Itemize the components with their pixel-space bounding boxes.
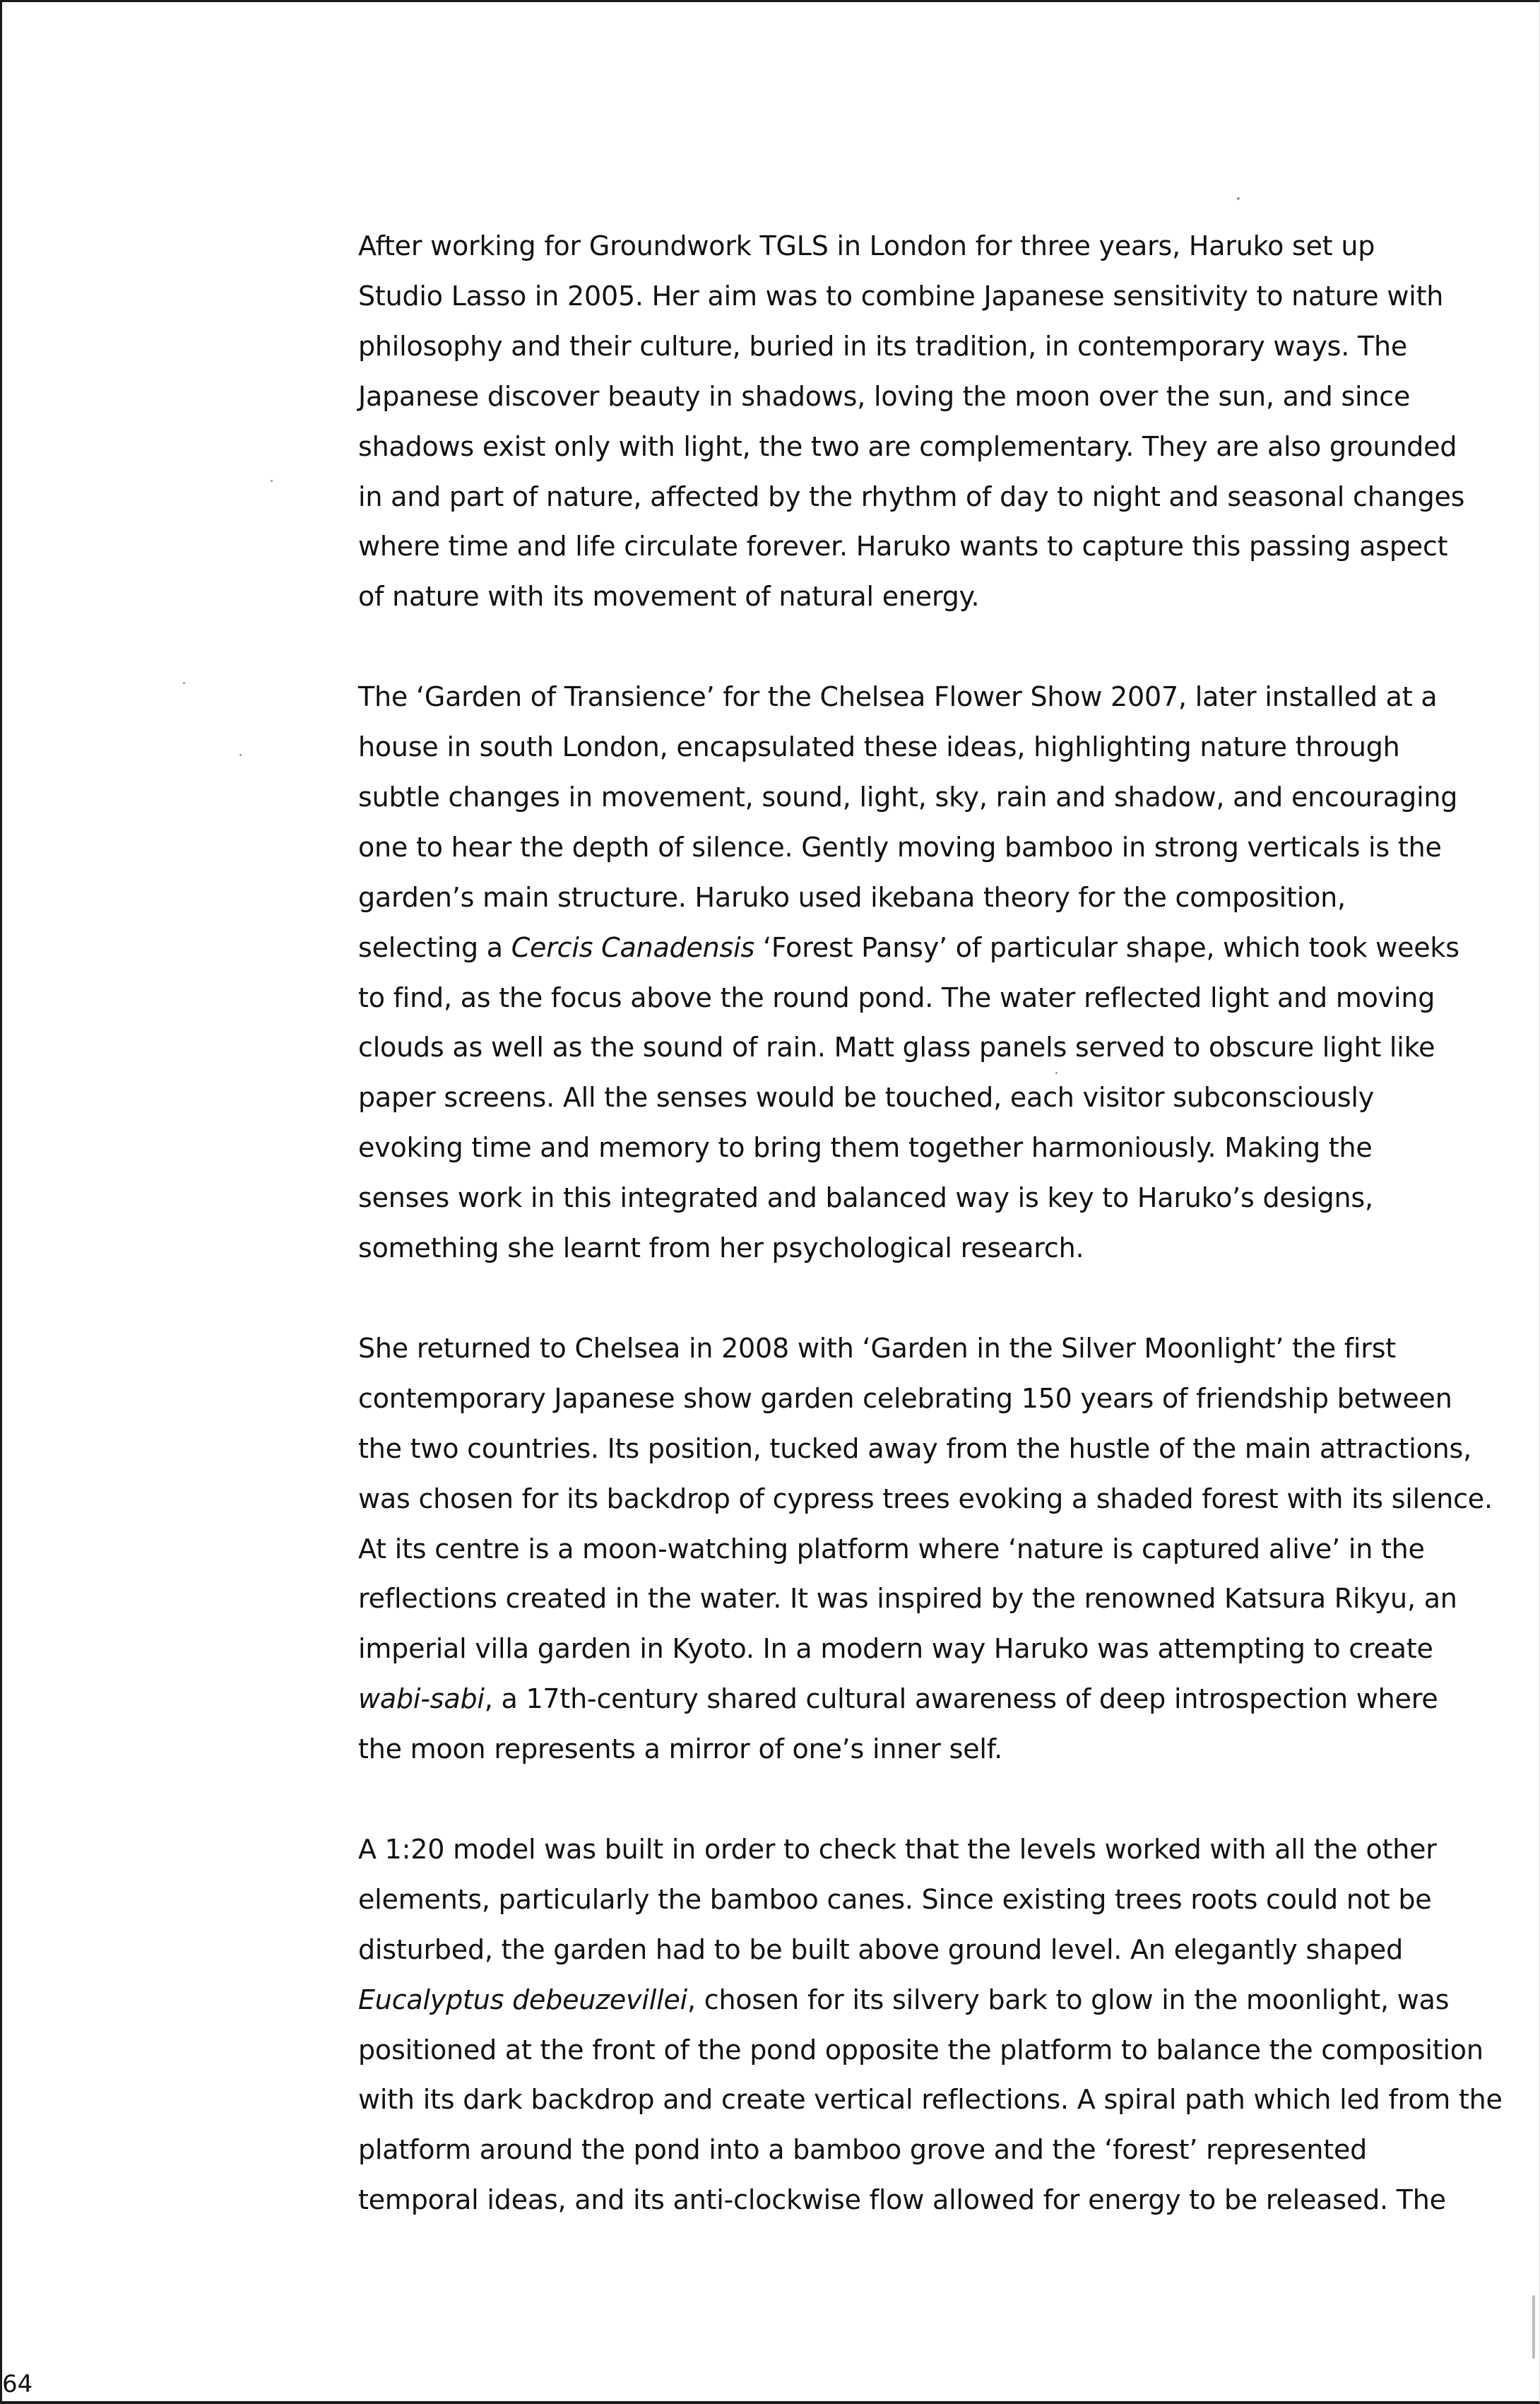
text-line xyxy=(358,1524,1432,1574)
text-line xyxy=(358,1023,1435,1073)
text-line xyxy=(358,873,1432,923)
text-segment: contemporary Japanese show garden celebrating 150 years of friendship between xyxy=(358,1382,1452,1414)
text-line xyxy=(358,522,1448,572)
text-line xyxy=(358,372,1432,422)
text-line xyxy=(358,672,1438,722)
text-line xyxy=(358,2075,1503,2125)
text-segment: imperial villa garden in Kyoto. In a modern way Haruko was attempting to create xyxy=(358,1633,1433,1665)
text-segment: , chosen for its silvery bark to glow in the moonlight, was xyxy=(687,1984,1450,2015)
text-line xyxy=(358,271,1444,322)
text-segment: of nature with its movement of natural energy. xyxy=(358,581,980,613)
text-segment: Studio Lasso in 2005. Her aim was to combine Japanese sensitivity to nature with xyxy=(358,280,1444,312)
page-number: 64 xyxy=(2,2370,33,2398)
text-segment: reflections created in the water. It was inspired by the renowned Katsura Rikyu, an xyxy=(358,1583,1457,1615)
text-segment: She returned to Chelsea in 2008 with ‘Garden in the Silver Moonlight’ the first xyxy=(358,1332,1397,1364)
italic-text: wabi-sabi xyxy=(358,1683,485,1715)
text-segment: elements, particularly the bamboo canes. Since existing trees roots could not be xyxy=(358,1883,1432,1915)
text-segment: with its dark backdrop and create vertical reflections. A spiral path which led from the xyxy=(358,2084,1503,2116)
text-line xyxy=(358,1674,1438,1724)
scan-edge-mark xyxy=(1532,2295,1535,2359)
text-line xyxy=(358,722,1432,772)
text-line xyxy=(358,772,1458,823)
text-line xyxy=(358,923,1459,973)
text-line xyxy=(358,1724,1432,1774)
scan-speck xyxy=(183,682,185,684)
text-line xyxy=(358,1223,1432,1273)
text-segment: After working for Groundwork TGLS in London for three years, Haruko set up xyxy=(358,230,1375,261)
body-text xyxy=(358,221,1503,2275)
text-segment: where time and life circulate forever. Haruko wants to capture this passing aspect xyxy=(358,531,1448,562)
scan-speck xyxy=(271,480,273,482)
text-segment: At its centre is a moon-watching platform where ‘nature is captured alive’ in the xyxy=(358,1533,1425,1565)
text-segment: platform around the pond into a bamboo grove and the ‘forest’ represented xyxy=(358,2134,1368,2166)
text-line xyxy=(358,1875,1432,1925)
text-segment: garden’s main structure. Haruko used ikebana theory for the composition, xyxy=(358,881,1346,913)
text-segment: senses work in this integrated and balanced way is key to Haruko’s designs, xyxy=(358,1182,1373,1214)
text-segment: evoking time and memory to bring them together harmoniously. Making the xyxy=(358,1132,1373,1164)
text-segment: one to hear the depth of silence. Gently moving bamboo in strong verticals is the xyxy=(358,831,1442,863)
scan-speck xyxy=(1055,1072,1058,1074)
text-line xyxy=(358,823,1442,873)
text-line xyxy=(358,1574,1457,1624)
text-segment: clouds as well as the sound of rain. Matt glass panels served to obscure light like xyxy=(358,1032,1435,1063)
text-segment: temporal ideas, and its anti-clockwise flow allowed for energy to be released. The xyxy=(358,2184,1446,2216)
text-segment: philosophy and their culture, buried in its tradition, in contemporary ways. The xyxy=(358,330,1408,362)
text-line xyxy=(358,1173,1432,1223)
text-line xyxy=(358,973,1435,1023)
text-line xyxy=(358,1424,1472,1474)
text-line xyxy=(358,2175,1446,2225)
text-segment: , a 17th-century shared cultural awareness of deep introspection where xyxy=(484,1683,1438,1715)
paragraph xyxy=(358,221,1465,622)
text-line xyxy=(358,572,1432,622)
text-segment: Japanese discover beauty in shadows, loving the moon over the sun, and since xyxy=(358,380,1411,412)
text-line xyxy=(358,221,1432,271)
text-segment: was chosen for its backdrop of cypress trees evoking a shaded forest with its silence. xyxy=(358,1483,1493,1514)
text-line xyxy=(358,1324,1432,1374)
scan-speck xyxy=(1237,197,1240,200)
text-line xyxy=(358,1624,1432,1674)
text-line xyxy=(358,422,1457,472)
text-segment: the two countries. Its position, tucked away from the hustle of the main attractions, xyxy=(358,1432,1472,1464)
text-line xyxy=(358,1975,1450,2025)
scan-speck xyxy=(239,754,242,756)
italic-text: Cercis Canadensis xyxy=(511,931,755,963)
text-segment: subtle changes in movement, sound, light, sky, rain and shadow, and encouraging xyxy=(358,781,1458,813)
text-line xyxy=(358,1123,1432,1173)
text-segment: something she learnt from her psychological research. xyxy=(358,1232,1084,1264)
paragraph xyxy=(358,1324,1493,1774)
text-segment: paper screens. All the senses would be touched, each visitor subconsciously xyxy=(358,1082,1375,1114)
text-line xyxy=(358,1925,1432,1975)
text-segment: shadows exist only with light, the two are complementary. They are also grounded xyxy=(358,430,1457,462)
text-line xyxy=(358,2025,1483,2075)
text-line xyxy=(358,1474,1493,1524)
paragraph xyxy=(358,1825,1503,2225)
text-segment: The ‘Garden of Transience’ for the Chelsea Flower Show 2007, later installed at a xyxy=(358,681,1438,713)
text-line xyxy=(358,472,1465,522)
text-segment: to find, as the focus above the round pond. The water reflected light and moving xyxy=(358,982,1435,1013)
text-line xyxy=(358,2125,1432,2175)
text-line xyxy=(358,1825,1437,1875)
text-line xyxy=(358,322,1432,372)
text-segment: ‘Forest Pansy’ of particular shape, which took weeks xyxy=(754,931,1459,963)
text-line xyxy=(358,1374,1452,1424)
text-segment: disturbed, the garden had to be built above ground level. An elegantly shaped xyxy=(358,1933,1404,1965)
text-segment: selecting a xyxy=(358,931,511,963)
paragraph xyxy=(358,672,1459,1273)
text-segment: positioned at the front of the pond opposite the platform to balance the composition xyxy=(358,2034,1483,2066)
text-segment: house in south London, encapsulated these ideas, highlighting nature through xyxy=(358,731,1400,763)
text-line xyxy=(358,1073,1432,1123)
text-segment: A 1:20 model was built in order to check that the levels worked with all the other xyxy=(358,1833,1437,1865)
text-segment: in and part of nature, affected by the rhythm of day to night and seasonal changes xyxy=(358,481,1465,512)
text-segment: the moon represents a mirror of one’s inner self. xyxy=(358,1733,1003,1765)
italic-text: Eucalyptus debeuzevillei xyxy=(358,1984,688,2015)
